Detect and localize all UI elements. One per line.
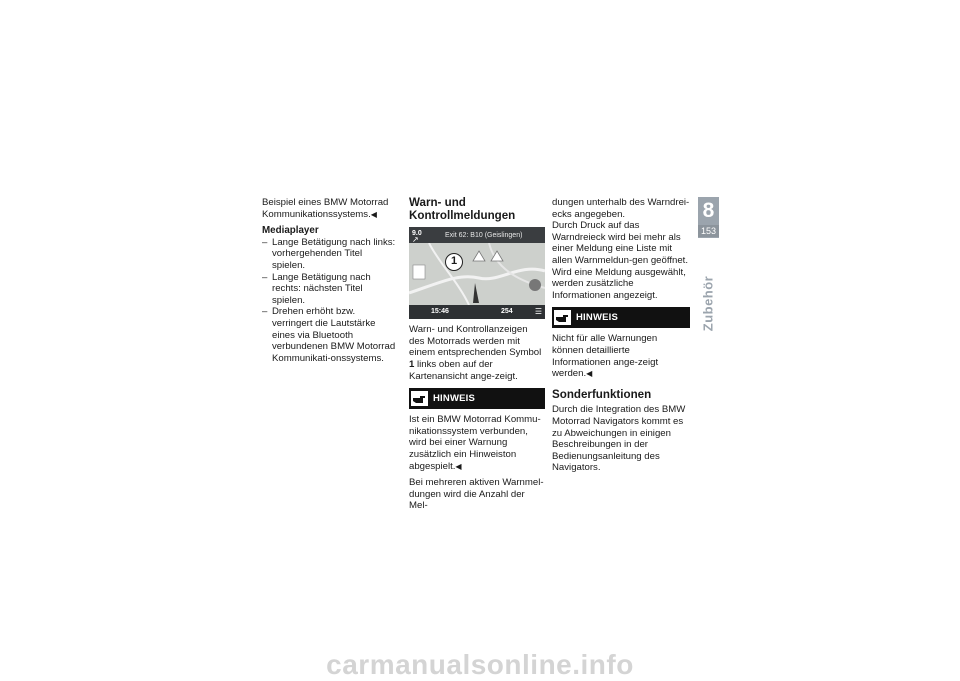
hinweis-label: HINWEIS — [433, 392, 476, 404]
hinweis-text: Ist ein BMW Motorrad Kommu-nikationssystem verbunden, wird bei einer Warnung zusätzlich ein Hinweiston abgespielt.◀ — [409, 414, 541, 472]
map-bottom-bar — [409, 305, 545, 319]
pointing-hand-icon — [554, 310, 571, 325]
watermark: carmanualsonline.info — [326, 649, 634, 680]
page-number: 153 — [698, 225, 719, 237]
arrival-time: 15:46 — [431, 307, 449, 315]
paragraph: dungen unterhalb des Warndrei-ecks angegeben. — [552, 197, 690, 220]
menu-icon: ☰ — [534, 307, 542, 317]
list-item: – Lange Betätigung nach rechts: nächsten Titel spielen. — [262, 272, 396, 307]
hinweis-box — [552, 307, 690, 328]
navigator-map-screenshot — [409, 227, 545, 319]
warning-description: Warn- und Kontrollanzeigen des Motorrads werden mit einem entsprechenden Symbol 1 links oben auf der Kartenansicht ange-zeigt. — [409, 324, 542, 382]
list-item: – Lange Betätigung nach links: vorhergehenden Titel spielen. — [262, 237, 396, 272]
chapter-number: 8 — [702, 199, 715, 222]
column-left — [262, 197, 396, 364]
paragraph: Durch die Integration des BMW Motorrad Navigators kommt es zu Abweichungen in einigen Beschreibungen in der Bedienungsanleitung des Navigators. — [552, 404, 686, 474]
turn-arrow-icon: ↗ — [412, 235, 419, 245]
end-triangle-icon: ◀ — [370, 209, 377, 219]
hinweis-label: HINWEIS — [576, 312, 619, 324]
hinweis-box — [409, 388, 545, 409]
intro-text: Beispiel eines BMW Motorrad Kommunikationssystems.◀ — [262, 197, 389, 220]
section-heading-mediaplayer: Mediaplayer — [262, 225, 319, 237]
section-heading-special-functions: Sonderfunktionen — [552, 387, 652, 401]
list-item: – Drehen erhöht bzw. verringert die Lautstärke eines via Bluetooth verbundenen BMW Motorrad Kommunikati-onssystems. — [262, 306, 396, 364]
paragraph: Bei mehreren aktiven Warnmel-dungen wird die Anzahl der Mel- — [409, 477, 544, 512]
turn-distance: 9.0 — [412, 230, 422, 238]
column-middle — [409, 197, 545, 512]
column-right — [552, 197, 690, 474]
chapter-title: Zubehör — [700, 275, 716, 332]
end-triangle-icon: ◀ — [586, 369, 593, 379]
section-heading-warnings: Warn- und Kontrollmeldungen — [409, 196, 516, 222]
remaining-distance: 254 — [501, 307, 513, 315]
next-street: Exit 62: B10 (Geislingen) — [445, 232, 523, 240]
end-triangle-icon: ◀ — [455, 461, 462, 471]
hinweis-text: Nicht für alle Warnungen können detaillierte Informationen ange-zeigt werden.◀ — [552, 333, 659, 380]
paragraph: Durch Druck auf das Warndreieck wird bei mehr als einer Meldung eine Liste mit allen Warnmeldun-gen geöffnet. — [552, 220, 688, 266]
callout-marker: 1 — [445, 253, 463, 271]
map-roads — [409, 243, 545, 305]
paragraph: Wird eine Meldung ausgewählt, werden zusätzliche Informationen angezeigt. — [552, 266, 686, 301]
pointing-hand-icon — [411, 391, 428, 406]
